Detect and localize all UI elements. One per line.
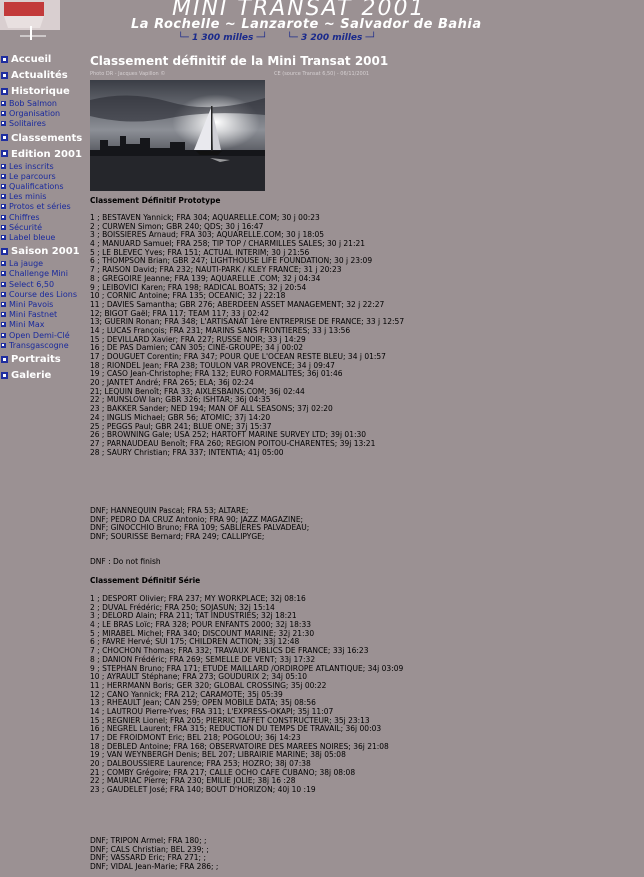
serie-dnf-list — [90, 837, 218, 872]
ranking-row: 1 ; DESPORT Olivier; FRA 237; MY WORKPLACE; 32j 08:16 — [90, 594, 306, 603]
page-title: Classement définitif de la Mini Transat 2001 — [90, 54, 389, 68]
nav-bullet-icon — [1, 174, 6, 179]
ranking-row: 23 ; GAUDELET José; FRA 140; BOUT D'HORIZON; 40j 10 :19 — [90, 785, 316, 795]
nav-link-challenge-mini[interactable] — [1, 269, 68, 278]
ranking-row: 2 ; DUVAL Frédéric; FRA 250; SOJASUN; 32j 15:14 — [90, 602, 275, 612]
site-title: MINI TRANSAT 2001 — [172, 0, 426, 21]
nav-bullet-icon — [1, 312, 6, 317]
nav-bullet-icon — [1, 261, 6, 266]
nav-link-historique[interactable] — [1, 86, 70, 97]
nav-link-saison-2001[interactable] — [1, 246, 80, 257]
ranking-row: 7 ; RAISON David; FRA 232; NAUTI-PARK / KLEY FRANCE; 31 j 20:23 — [90, 265, 342, 275]
nav-link-protos-et-s-ries[interactable] — [1, 202, 71, 211]
nav-label: Mini Fastnet — [9, 310, 58, 320]
nav-link-portraits[interactable] — [1, 354, 61, 365]
sailboat-sunset-photo — [90, 80, 265, 191]
nav-bullet-icon — [1, 282, 6, 287]
nav-label: Challenge Mini — [9, 269, 68, 279]
nav-bullet-icon — [1, 121, 6, 126]
nav-link-mini-max[interactable] — [1, 320, 45, 329]
nav-label: Bob Salmon — [9, 99, 57, 108]
ranking-row: 15 ; REGNIER Lionel; FRA 205; PIERRIC TAFFET CONSTRUCTEUR; 35j 23:13 — [90, 715, 370, 725]
ranking-row: 12; BIGOT Gaël; FRA 117; TEAM 117; 33 j 02:42 — [90, 308, 270, 318]
ranking-row: 4 ; MANUARD Samuel; FRA 258; TIP TOP / CHARMILLES SALES; 30 j 21:21 — [90, 239, 366, 249]
nav-link-transgascogne[interactable] — [1, 341, 69, 350]
nav-bullet-icon — [1, 225, 6, 230]
ranking-row: 27 ; PARNAUDEAU Benoît; FRA 260; REGION POITOU-CHARENTES; 39j 13:21 — [90, 438, 376, 448]
dnf-row: DNF; PEDRO DA CRUZ Antonio; FRA 90; JAZZ MAGAZINE; — [90, 514, 304, 524]
nav-label: Accueil — [11, 54, 52, 65]
ranking-row: 11 ; DAVIES Samantha; GBR 276; ABERDEEN ASSET MANAGEMENT; 32 j 22:27 — [90, 299, 385, 309]
nav-label: Open Demi-Clé — [9, 330, 70, 340]
nav-link-s-curit-[interactable] — [1, 223, 42, 232]
nav-label: Chiffres — [9, 212, 40, 222]
nav-bullet-icon — [1, 88, 8, 95]
nav-label: Mini Pavois — [9, 300, 54, 309]
photo-credit: Photo DR - Jacques Vapillon © — [90, 71, 166, 77]
ranking-row: 19 ; VAN WEYNBERGH Denis; BEL 207; LIBRAIRIE MARINE; 38j 05:08 — [90, 750, 346, 760]
ranking-row: 8 ; GREGOIRE Jeanne; FRA 139; AQUARELLE .COM; 32 j 04:34 — [90, 273, 321, 283]
nav-label: Label bleue — [9, 233, 56, 242]
nav-label: Actualités — [11, 70, 68, 81]
nav-link-mini-fastnet[interactable] — [1, 310, 57, 319]
nav-bullet-icon — [1, 150, 8, 157]
nav-link-le-parcours[interactable] — [1, 172, 56, 181]
ranking-row: 8 ; DANION Frédéric; FRA 269; SEMELLE DE VENT; 33j 17:32 — [90, 654, 316, 664]
nav-link-chiffres[interactable] — [1, 213, 40, 222]
site-header — [0, 0, 644, 50]
nav-label: Select 6,50 — [9, 279, 55, 289]
ranking-row: 22 ; MUNSLOW Ian; GBR 326; ISHTAR; 36j 04:35 — [90, 395, 271, 405]
nav-link-qualifications[interactable] — [1, 182, 64, 191]
nav-bullet-icon — [1, 343, 6, 348]
nav-link-mini-pavois[interactable] — [1, 300, 53, 309]
nav-link-classements[interactable] — [1, 133, 82, 144]
ranking-row: 14 ; LUCAS François; FRA 231; MARINS SANS FRONTIERES; 33 j 13:56 — [90, 325, 351, 335]
nav-bullet-icon — [1, 101, 6, 106]
nav-bullet-icon — [1, 111, 6, 116]
nav-link-open-demi-cl-[interactable] — [1, 331, 70, 340]
nav-link-select-6-50[interactable] — [1, 280, 54, 289]
ranking-row: 3 ; BOISSIERES Arnaud; FRA 303; AQUARELLE.COM; 30 j 18:05 — [90, 230, 325, 240]
nav-bullet-icon — [1, 194, 6, 199]
ranking-row: 21; LEQUIN Benoît; FRA 33; AIXLESBAINS.COM; 36j 02:44 — [90, 386, 305, 396]
nav-label: Saison 2001 — [11, 246, 80, 258]
ranking-row: 13; GUERIN Ronan; FRA 348; L'ARTISANAT 1ère ENTREPRISE DE FRANCE; 33 j 12:57 — [90, 317, 405, 327]
proto-heading: Classement Définitif Prototype — [90, 196, 221, 205]
nav-label: Le parcours — [9, 171, 56, 181]
serie-heading: Classement Définitif Série — [90, 576, 201, 585]
nav-label: Portraits — [11, 354, 61, 365]
nav-bullet-icon — [1, 356, 8, 363]
ranking-row: 22 ; MAURIAC Pierre; FRA 230; EMILIE JOLIE; 38j 16 :28 — [90, 776, 296, 786]
nav-label: La jauge — [9, 259, 44, 269]
nav-label: Mini Max — [9, 320, 45, 330]
dnf-row: DNF; TRIPON Armel; FRA 180; ; — [90, 836, 207, 845]
ranking-row: 3 ; DELORD Alain; FRA 211; TAT INDUSTRIES; 32j 18:21 — [90, 611, 297, 621]
ranking-row: 24 ; INGLIS Michael; GBR 56; ATOMIC; 37j 14:20 — [90, 412, 271, 422]
nav-bullet-icon — [1, 372, 8, 379]
leg1-distance: └─ 1 300 milles ─┘ — [178, 33, 268, 43]
ranking-row: 18 ; RIONDEL Jean; FRA 238; TOULON VAR PROVENCE; 34 j 09:47 — [90, 360, 335, 370]
ranking-row: 6 ; FAVRE Hervé; SUI 175; CHILDREN ACTION; 33j 12:48 — [90, 637, 300, 647]
ranking-row: 23 ; BAKKER Sander; NED 194; MAN OF ALL SEASONS; 37j 02:20 — [90, 404, 333, 414]
nav-link-bob-salmon[interactable] — [1, 99, 57, 108]
nav-label: Solitaires — [9, 119, 46, 129]
nav-bullet-icon — [1, 322, 6, 327]
ranking-row: 11 ; HERRMANN Boris; GER 320; GLOBAL CROSSING; 35j 00:22 — [90, 680, 327, 690]
ranking-row: 10 ; AYRAULT Stéphane; FRA 273; GOUDURIX 2; 34j 05:10 — [90, 672, 307, 682]
nav-bullet-icon — [1, 333, 6, 338]
ranking-row: 4 ; LE BRAS Loïc; FRA 328; POUR ENFANTS 2000; 32j 18:33 — [90, 620, 311, 630]
ranking-row: 16 ; NEGREL Laurent; FRA 315; REDUCTION DU TEMPS DE TRAVAIL; 36j 00:03 — [90, 724, 382, 734]
proto-dnf-list — [90, 507, 309, 542]
dnf-row: DNF; VASSARD Eric; FRA 271; ; — [90, 853, 206, 863]
sailboat-logo-icon — [0, 0, 60, 44]
nav-label: Galerie — [11, 370, 52, 381]
ranking-row: 5 ; LE BLEVEC Yves; FRA 151; ACTUAL INTERIM; 30 j 21:56 — [90, 247, 310, 257]
nav-bullet-icon — [1, 248, 8, 255]
dnf-row: DNF; VIDAL Jean-Marie; FRA 286; ; — [90, 862, 219, 872]
nav-link-accueil[interactable] — [1, 54, 51, 65]
nav-label: Les inscrits — [9, 161, 54, 171]
nav-label: Historique — [11, 86, 70, 97]
ranking-row: 15 ; DEVILLARD Xavier; FRA 227; RUSSE NOIR; 33 j 14:29 — [90, 334, 306, 344]
ranking-row: 16 ; DE PAS Damien; CAN 305; CINÉ-GROUPE; 34 j 00:02 — [90, 343, 304, 353]
dnf-note-text: DNF : Do not finish — [90, 557, 161, 566]
nav-link-les-inscrits[interactable] — [1, 162, 54, 171]
ranking-row: 9 ; LEIBOVICI Karen; FRA 198; RADICAL BOATS; 32 j 20:54 — [90, 282, 307, 292]
nav-link-actualit-s[interactable] — [1, 70, 68, 81]
ranking-row: 13 ; RHEAULT Jean; CAN 259; OPEN MOBILE DATA; 35j 08:56 — [90, 698, 316, 708]
site-subtitle: La Rochelle ~ Lanzarote ~ Salvador de Bahia — [131, 17, 482, 32]
ranking-row: 20 ; DALBOUSSIERE Laurence; FRA 253; HOZRO; 38j 07:38 — [90, 759, 311, 769]
nav-label: Edition 2001 — [11, 148, 82, 160]
leg2-distance: └─ 3 200 milles ─┘ — [287, 33, 377, 43]
ranking-row: 14 ; LAUTROU Pierre-Yves; FRA 311; L'EXPRESS-OKAPI; 35j 11:07 — [90, 706, 334, 716]
ranking-row: 17 ; DE FROIDMONT Eric; BEL 218; POGOLOU; 36j 14:23 — [90, 733, 301, 742]
ranking-row: 7 ; CHOCHON Thomas; FRA 332; TRAVAUX PUBLICS DE FRANCE; 33j 16:23 — [90, 646, 369, 656]
nav-bullet-icon — [1, 302, 6, 307]
nav-link-les-minis[interactable] — [1, 192, 46, 201]
serie-ranking-list — [90, 595, 403, 795]
nav-label: Qualifications — [9, 182, 64, 191]
dnf-row: DNF; CALS Christian; BEL 239; ; — [90, 844, 209, 854]
nav-bullet-icon — [1, 164, 6, 169]
ranking-row: 1 ; BESTAVEN Yannick; FRA 304; AQUARELLE.COM; 30 j 00:23 — [90, 213, 320, 222]
nav-bullet-icon — [1, 56, 8, 63]
ranking-row: 18 ; DEBLED Antoine; FRA 168; OBSERVATOIRE DES MAREES NOIRES; 36j 21:08 — [90, 741, 389, 751]
ranking-row: 6 ; THOMPSON Brian; GBR 247; LIGHTHOUSE LIFE FOUNDATION; 30 j 23:09 — [90, 256, 373, 266]
nav-label: Protos et séries — [9, 202, 71, 212]
nav-bullet-icon — [1, 204, 6, 209]
source-note: CE (source Transat 6,50) - 06/11/2001 — [274, 71, 370, 77]
ranking-row: 20 ; JANTET André; FRA 265; ELA; 36j 02:24 — [90, 378, 254, 388]
ranking-row: 9 ; STEPHAN Bruno; FRA 171; ETUDE MAILLARD /ORDIROPE ATLANTIQUE; 34j 03:09 — [90, 663, 404, 673]
nav-label: Transgascogne — [9, 340, 69, 350]
nav-bullet-icon — [1, 72, 8, 79]
ranking-row: 21 ; COMBY Grégoire; FRA 217; CALLE OCHO CAFE CUBANO; 38j 08:08 — [90, 767, 356, 777]
dnf-row: DNF; SOURISSE Bernard; FRA 249; CALLIPYGE; — [90, 532, 265, 542]
nav-link-label-bleue[interactable] — [1, 233, 55, 242]
ranking-row: 17 ; DOUGUET Corentin; FRA 347; POUR QUE L'OCEAN RESTE BLEU; 34 j 01:57 — [90, 352, 386, 361]
dnf-row: DNF; HANNEQUIN Pascal; FRA 53; ALTARE; — [90, 506, 249, 515]
nav-bullet-icon — [1, 215, 6, 220]
nav-link-course-des-lions[interactable] — [1, 290, 77, 299]
ranking-row: 19 ; CASO Jean-Christophe; FRA 132; EURO FORMALITES; 36j 01:46 — [90, 369, 343, 379]
nav-bullet-icon — [1, 134, 8, 141]
nav-label: Course des Lions — [9, 289, 77, 299]
ranking-row: 12 ; CANO Yannick; FRA 212; CARAMOTE; 35j 05:39 — [90, 689, 283, 699]
nav-link-galerie[interactable] — [1, 370, 51, 381]
nav-link-la-jauge[interactable] — [1, 259, 43, 268]
nav-link-organisation[interactable] — [1, 109, 60, 118]
dnf-note — [90, 558, 161, 567]
ranking-row: 28 ; SAURY Christian; FRA 337; INTENTIA; 41j 05:00 — [90, 447, 284, 457]
nav-label: Sécurité — [9, 222, 43, 232]
ranking-row: 10 ; CORNIC Antoine; FRA 135; OCEANIC; 32 j 22:18 — [90, 291, 286, 301]
nav-bullet-icon — [1, 235, 6, 240]
ranking-row: 26 ; BROWNING Gale; USA 252; HARTOFT MARINE SURVEY LTD; 39j 01:30 — [90, 430, 367, 440]
proto-ranking-list — [90, 214, 404, 457]
nav-bullet-icon — [1, 271, 6, 276]
nav-bullet-icon — [1, 184, 6, 189]
dnf-row: DNF; GINOCCHIO Bruno; FRA 109; SABLIERES PALVADEAU; — [90, 523, 310, 533]
nav-link-solitaires[interactable] — [1, 119, 46, 128]
ranking-row: 25 ; PEGGS Paul; GBR 241; BLUE ONE; 37j 15:37 — [90, 421, 272, 431]
nav-bullet-icon — [1, 292, 6, 297]
nav-label: Les minis — [9, 192, 47, 202]
nav-label: Classements — [11, 132, 83, 144]
ranking-row: 5 ; MIRABEL Michel; FRA 340; DISCOUNT MARINE; 32j 21:30 — [90, 628, 315, 638]
nav-link-edition-2001[interactable] — [1, 149, 82, 160]
ranking-row: 2 ; CURWEN Simon; GBR 240; QDS; 30 j 16:47 — [90, 221, 264, 231]
nav-label: Organisation — [9, 109, 61, 119]
